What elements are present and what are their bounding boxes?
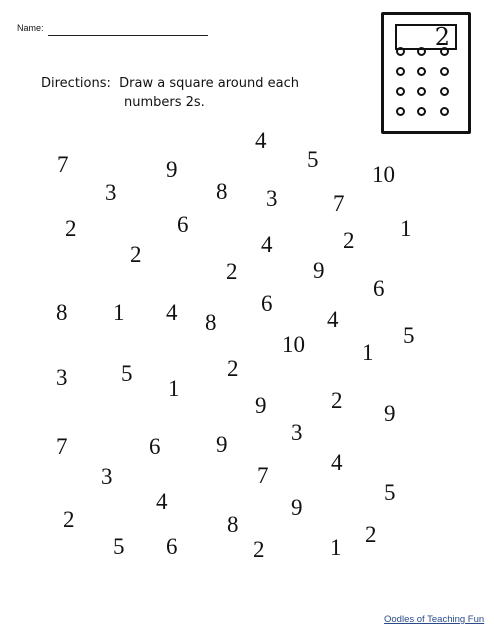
worksheet-number[interactable]: 4 <box>156 489 168 514</box>
name-label: Name: <box>17 23 44 33</box>
worksheet-number[interactable]: 4 <box>166 300 178 325</box>
worksheet-number[interactable]: 9 <box>216 432 228 457</box>
calculator-button-icon <box>440 107 449 116</box>
name-line <box>48 35 208 36</box>
calculator-illustration <box>381 12 471 134</box>
worksheet-number[interactable]: 2 <box>331 388 343 413</box>
calculator-button-icon <box>396 67 405 76</box>
worksheet-number[interactable]: 10 <box>372 162 395 187</box>
worksheet-number[interactable]: 4 <box>331 450 343 475</box>
worksheet-number[interactable]: 2 <box>365 522 377 547</box>
worksheet-number[interactable]: 9 <box>255 393 267 418</box>
worksheet-number[interactable]: 1 <box>168 376 180 401</box>
worksheet-number[interactable]: 2 <box>130 242 142 267</box>
worksheet-number[interactable]: 8 <box>227 512 239 537</box>
directions-line-2: numbers 2s. <box>124 95 205 110</box>
worksheet-number[interactable]: 8 <box>205 310 217 335</box>
worksheet-number[interactable]: 6 <box>177 212 189 237</box>
calculator-display-value: 2 <box>434 23 450 51</box>
worksheet-number[interactable]: 3 <box>266 186 278 211</box>
worksheet-number[interactable]: 7 <box>57 152 69 177</box>
worksheet-number[interactable]: 4 <box>255 128 267 153</box>
worksheet-number[interactable]: 2 <box>253 537 265 562</box>
worksheet-number[interactable]: 9 <box>291 495 303 520</box>
worksheet-number[interactable]: 6 <box>261 291 273 316</box>
worksheet-number[interactable]: 5 <box>403 323 415 348</box>
worksheet-number[interactable]: 5 <box>384 480 396 505</box>
directions-text <box>41 74 341 112</box>
worksheet-number[interactable]: 7 <box>257 463 269 488</box>
worksheet-number[interactable]: 9 <box>313 258 325 283</box>
worksheet-number[interactable]: 4 <box>261 232 273 257</box>
worksheet-number[interactable]: 3 <box>291 420 303 445</box>
calculator-button-icon <box>440 67 449 76</box>
calculator-button-icon <box>417 87 426 96</box>
calculator-button-icon <box>396 47 405 56</box>
worksheet-number[interactable]: 5 <box>113 534 125 559</box>
worksheet-number[interactable]: 8 <box>56 300 68 325</box>
calculator-button-icon <box>396 87 405 96</box>
worksheet-number[interactable]: 2 <box>65 216 77 241</box>
worksheet-number[interactable]: 3 <box>101 464 113 489</box>
worksheet-number[interactable]: 1 <box>330 535 342 560</box>
calculator-button-icon <box>440 87 449 96</box>
worksheet-number[interactable]: 3 <box>105 180 117 205</box>
worksheet-number[interactable]: 1 <box>400 216 412 241</box>
worksheet-number[interactable]: 1 <box>113 300 125 325</box>
worksheet-number[interactable]: 2 <box>63 507 75 532</box>
directions-label: Directions: <box>41 76 111 91</box>
worksheet-number[interactable]: 7 <box>333 191 345 216</box>
worksheet-number[interactable]: 3 <box>56 365 68 390</box>
calculator-screen <box>395 24 457 50</box>
calculator-button-icon <box>417 67 426 76</box>
calculator-button-icon <box>417 47 426 56</box>
worksheet-number[interactable]: 5 <box>307 147 319 172</box>
calculator-button-icon <box>396 107 405 116</box>
worksheet-number[interactable]: 2 <box>227 356 239 381</box>
worksheet-number[interactable]: 7 <box>56 434 68 459</box>
worksheet-number[interactable]: 6 <box>166 534 178 559</box>
calculator-button-icon <box>440 47 449 56</box>
worksheet-number[interactable]: 5 <box>121 361 133 386</box>
worksheet-number[interactable]: 6 <box>149 434 161 459</box>
worksheet-number[interactable]: 10 <box>282 332 305 357</box>
calculator-button-icon <box>417 107 426 116</box>
worksheet-number[interactable]: 9 <box>384 401 396 426</box>
worksheet-number[interactable]: 9 <box>166 157 178 182</box>
directions-line-1: Draw a square around each <box>119 76 299 91</box>
worksheet-number[interactable]: 2 <box>226 259 238 284</box>
worksheet-number[interactable]: 8 <box>216 179 228 204</box>
worksheet-number[interactable]: 4 <box>327 307 339 332</box>
credit-link[interactable]: Oodles of Teaching Fun <box>384 614 485 625</box>
worksheet-number[interactable]: 2 <box>343 228 355 253</box>
worksheet-number[interactable]: 1 <box>362 340 374 365</box>
worksheet-number[interactable]: 6 <box>373 276 385 301</box>
